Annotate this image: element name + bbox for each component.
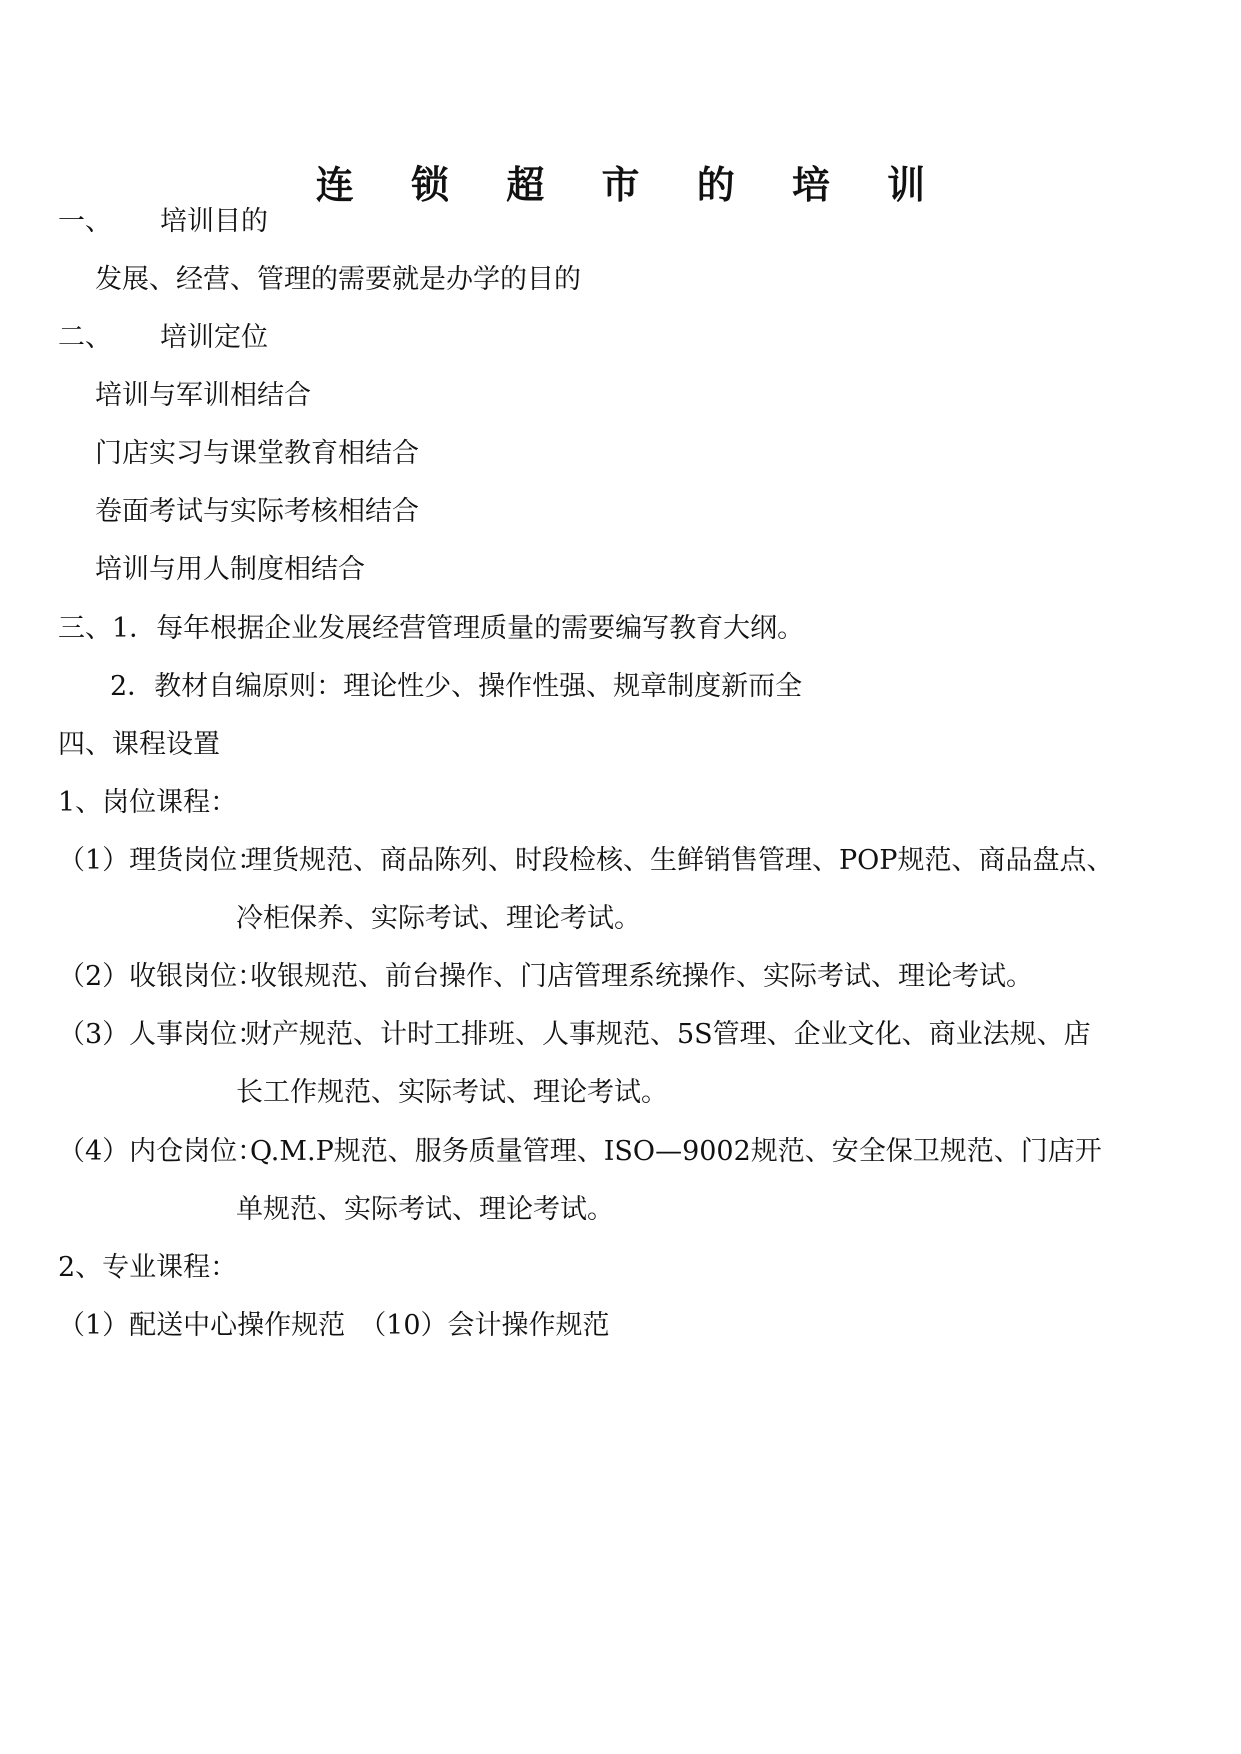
section-2-item: 门店实习与课堂教育相结合 <box>95 438 419 469</box>
section-2-item: 培训与军训相结合 <box>95 380 311 411</box>
course-text: 财产规范、计时工排班、人事规范、5S管理、企业文化、商业法规、店 <box>245 1019 1091 1050</box>
section-2-item: 卷面考试与实际考核相结合 <box>95 496 419 527</box>
course-label: （2）收银岗位： <box>58 961 265 992</box>
section-1-title: 培训目的 <box>160 206 268 237</box>
course-item <box>58 1132 1198 1232</box>
course-item <box>58 841 1198 941</box>
section-3-line-1: 三、1．每年根据企业发展经营管理质量的需要编写教育大纲。 <box>58 613 805 644</box>
section-4-heading: 四、课程设置 <box>58 729 220 760</box>
document-title: 连 锁 超 市 的 培 训 <box>315 163 948 207</box>
subsection-1-heading: 1、岗位课程： <box>58 787 238 818</box>
section-2-heading <box>58 318 268 358</box>
section-2-number: 二、 <box>58 322 112 353</box>
professional-course-item: （10）会计操作规范 <box>359 1310 610 1341</box>
section-1-heading <box>58 202 268 242</box>
section-3-line-2: 2．教材自编原则：理论性少、操作性强、规章制度新而全 <box>110 671 803 702</box>
course-label: （1）理货岗位： <box>58 845 265 876</box>
course-label: （3）人事岗位： <box>58 1019 265 1050</box>
course-text: Q.M.P规范、服务质量管理、ISO—9002规范、安全保卫规范、门店开 <box>250 1136 1102 1167</box>
course-text-continued: 单规范、实际考试、理论考试。 <box>236 1194 614 1225</box>
course-text-continued: 长工作规范、实际考试、理论考试。 <box>236 1077 668 1108</box>
section-2-item: 培训与用人制度相结合 <box>95 554 365 585</box>
professional-course-item: （1）配送中心操作规范 <box>58 1310 346 1341</box>
subsection-2-heading: 2、专业课程： <box>58 1252 238 1283</box>
section-1-body: 发展、经营、管理的需要就是办学的目的 <box>95 264 581 295</box>
course-text: 理货规范、商品陈列、时段检核、生鲜销售管理、POP规范、商品盘点、 <box>245 845 1114 876</box>
course-item <box>58 957 1198 999</box>
course-label: （4）内仓岗位： <box>58 1136 265 1167</box>
section-2-title: 培训定位 <box>160 322 268 353</box>
course-item <box>58 1015 1198 1115</box>
course-text: 收银规范、前台操作、门店管理系统操作、实际考试、理论考试。 <box>250 961 1033 992</box>
professional-course-row <box>58 1306 610 1346</box>
course-text-continued: 冷柜保养、实际考试、理论考试。 <box>236 903 641 934</box>
section-1-number: 一、 <box>58 206 112 237</box>
